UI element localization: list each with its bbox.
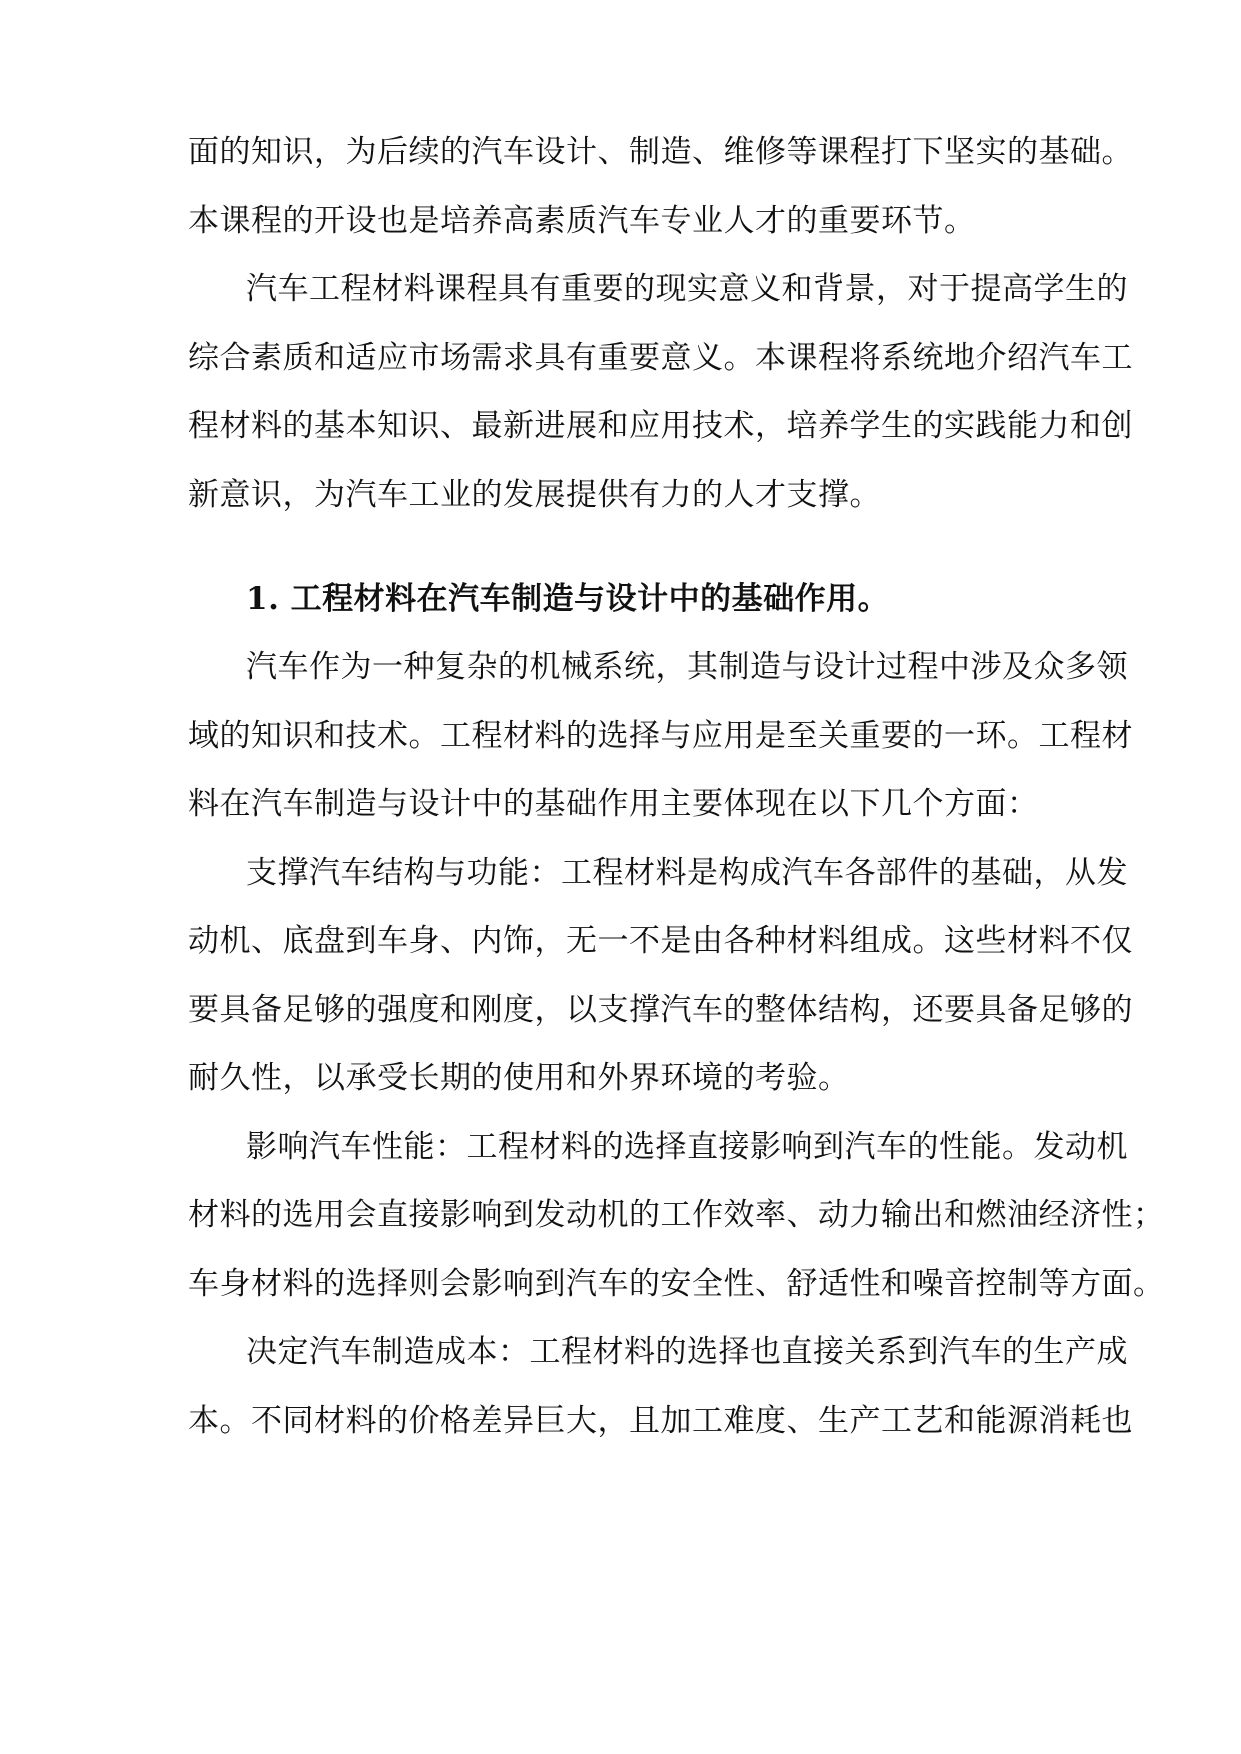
paragraph-line: 汽车工程材料课程具有重要的现实意义和背景，对于提高学生的: [246, 271, 1128, 307]
paragraph-line: 程材料的基本知识、最新进展和应用技术，培养学生的实践能力和创: [188, 408, 1133, 444]
paragraph-line: 汽车作为一种复杂的机械系统，其制造与设计过程中涉及众多领: [246, 649, 1128, 685]
section-heading: 1. 工程材料在汽车制造与设计中的基础作用。: [246, 581, 890, 617]
paragraph-line: 决定汽车制造成本：工程材料的选择也直接关系到汽车的生产成: [246, 1334, 1128, 1370]
paragraph-line: 耐久性，以承受长期的使用和外界环境的考验。: [188, 1060, 850, 1096]
paragraph-line: 支撑汽车结构与功能：工程材料是构成汽车各部件的基础，从发: [246, 855, 1128, 891]
paragraph-line: 材料的选用会直接影响到发动机的工作效率、动力输出和燃油经济性；: [188, 1197, 1165, 1233]
paragraph-line: 本课程的开设也是培养高素质汽车专业人才的重要环节。: [188, 203, 976, 239]
paragraph-line: 动机、底盘到车身、内饰，无一不是由各种材料组成。这些材料不仅: [188, 923, 1133, 959]
paragraph-line: 域的知识和技术。工程材料的选择与应用是至关重要的一环。工程材: [188, 718, 1133, 754]
paragraph-line: 面的知识，为后续的汽车设计、制造、维修等课程打下坚实的基础。: [188, 134, 1133, 170]
paragraph-line: 影响汽车性能：工程材料的选择直接影响到汽车的性能。发动机: [246, 1129, 1128, 1165]
paragraph-line: 综合素质和适应市场需求具有重要意义。本课程将系统地介绍汽车工: [188, 340, 1133, 376]
paragraph-line: 要具备足够的强度和刚度，以支撑汽车的整体结构，还要具备足够的: [188, 992, 1133, 1028]
paragraph-line: 本。不同材料的价格差异巨大，且加工难度、生产工艺和能源消耗也: [188, 1403, 1133, 1439]
paragraph-line: 料在汽车制造与设计中的基础作用主要体现在以下几个方面：: [188, 786, 1039, 822]
paragraph-line: 车身材料的选择则会影响到汽车的安全性、舒适性和噪音控制等方面。: [188, 1266, 1165, 1302]
paragraph-line: 新意识，为汽车工业的发展提供有力的人才支撑。: [188, 477, 881, 513]
